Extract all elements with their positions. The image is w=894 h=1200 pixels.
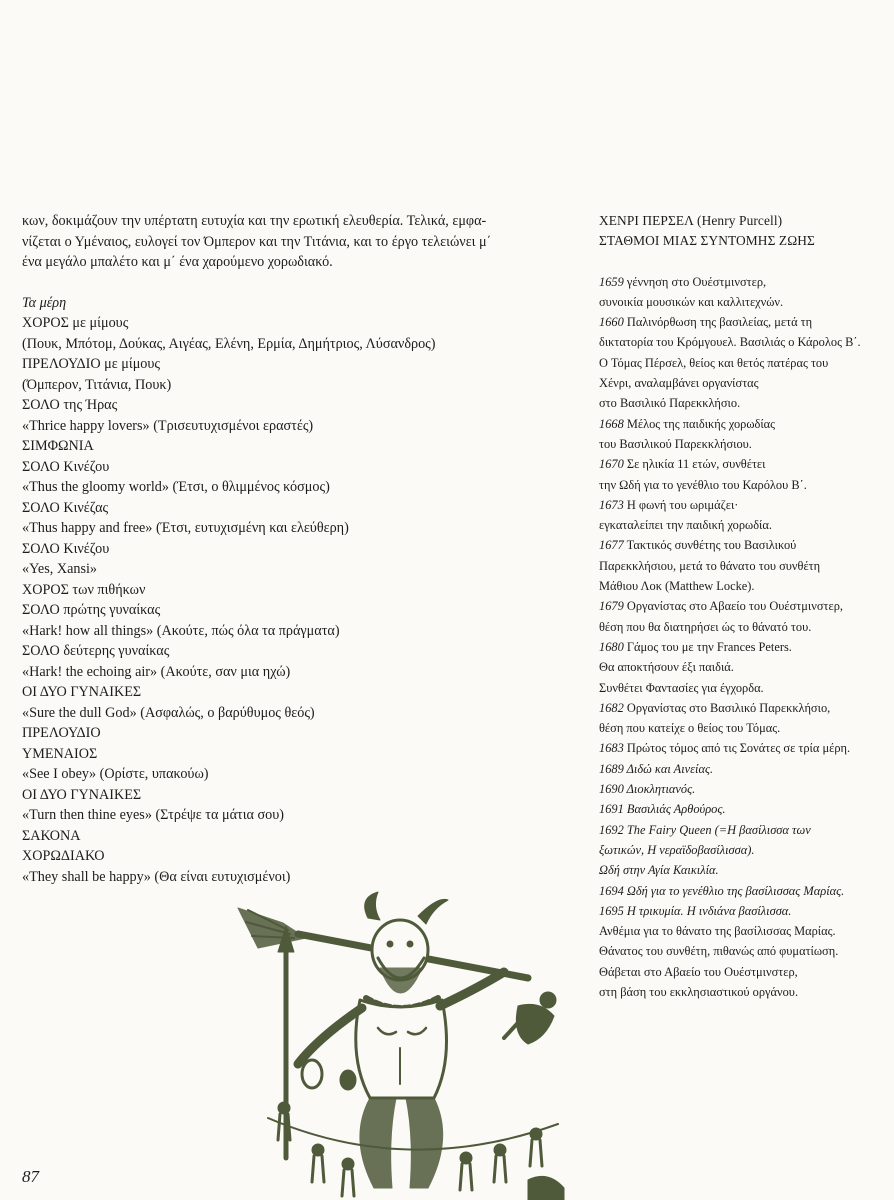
parts-item: «Sure the dull God» (Ασφαλώς, ο βαρύθυμος θεός): [22, 704, 315, 721]
chronology-text: Σε ηλικία 11 ετών, συνθέτει: [623, 457, 766, 472]
chronology-line: [599, 698, 884, 718]
chronology-line: [599, 332, 884, 352]
chronology-year: 1660: [599, 315, 624, 330]
page-number: 87: [22, 1167, 39, 1186]
chronology-year: 1691: [599, 802, 624, 817]
chronology-line: [599, 759, 884, 779]
chronology-line: [599, 637, 884, 657]
chronology-text: Παρεκκλήσιου, μετά το θάνατο του συνθέτη: [599, 558, 821, 573]
left-column: [22, 211, 542, 887]
chronology-line: [599, 962, 884, 982]
chronology-text: στη βάση του εκκλησιαστικού οργάνου.: [599, 984, 799, 999]
parts-item: ΣΟΛΟ πρώτης γυναίκας: [22, 602, 161, 618]
parts-item: «Yes, Xansi»: [22, 561, 98, 577]
parts-item: «Thus the gloomy world» (Έτσι, ο θλιμμένος κόσμος): [22, 479, 330, 495]
chronology-year: 1694: [599, 883, 624, 898]
woodcut-illustration: [228, 888, 588, 1200]
chronology-text: εγκαταλείπει την παιδική χορωδία.: [599, 518, 772, 533]
chronology-text: Πρώτος τόμος από τις Σονάτες σε τρία μέρη.: [623, 741, 851, 756]
chronology-line: [599, 576, 884, 596]
chronology-text: Μέλος της παιδικής χορωδίας: [623, 416, 776, 431]
chronology-text: Παλινόρθωση της βασιλείας, μετά τη: [623, 315, 813, 330]
chronology-text: δικτατορία του Κρόμγουελ. Βασιλιάς ο Κάρολος Β΄.: [599, 335, 861, 350]
parts-item: «They shall be happy» (Θα είναι ευτυχισμένοι): [22, 868, 291, 885]
parts-list: [22, 293, 542, 888]
chronology-line: [599, 799, 884, 819]
chronology-text: Θάνατος του συνθέτη, πιθανώς από φυματίωση.: [599, 944, 839, 959]
chronology-text: Γάμος του με την Frances Peters.: [623, 639, 792, 654]
chronology-line: [599, 982, 884, 1002]
chronology-year: 1689: [599, 761, 624, 776]
parts-item: ΥΜΕΝΑΙΟΣ: [22, 745, 98, 762]
parts-item: ΠΡΕΛΟΥΔΙΟ: [22, 725, 101, 741]
chronology-text: στο Βασιλικό Παρεκκλήσιο.: [599, 396, 741, 411]
chronology-text: θέση που θα διατηρήσει ώς το θάνατό του.: [599, 619, 812, 634]
chronology-line: [599, 941, 884, 961]
chronology-line: [599, 921, 884, 941]
chronology-line: [599, 475, 884, 495]
chronology-year: 1695: [599, 903, 624, 918]
chronology-line: [599, 515, 884, 535]
synopsis-line: νίζεται ο Υμέναιος, ευλογεί τον Όμπερον και την Τιτάνια, και το έργο τελειώνει μ΄: [22, 233, 492, 250]
parts-item: ΣΟΛΟ δεύτερης γυναίκας: [22, 643, 170, 659]
chronology-text: Η τρικυμία. Η ινδιάνα βασίλισσα.: [623, 903, 792, 918]
chronology-line: [599, 881, 884, 901]
chronology-text: θέση που κατείχε ο θείος του Τόμας.: [599, 721, 781, 736]
chronology-line: [599, 779, 884, 799]
parts-item: ΧΟΡΟΣ των πιθήκων: [22, 581, 146, 598]
chronology-year: 1659: [599, 274, 624, 289]
parts-item: ΣΟΛΟ Κινέζας: [22, 499, 109, 516]
chronology-text: Συνθέτει Φαντασίες για έγχορδα.: [599, 680, 764, 695]
parts-heading: Τα μέρη: [22, 294, 67, 311]
synopsis-paragraph: [22, 211, 542, 273]
chronology-line: [599, 495, 884, 515]
chronology-text: Η φωνή του ωριμάζει·: [623, 497, 739, 512]
chronology-text: γέννηση στο Ουέστμινστερ,: [623, 274, 767, 289]
chronology-line: [599, 434, 884, 454]
parts-item: (Όμπερον, Τιτάνια, Πουκ): [22, 376, 172, 393]
chronology-text: Διδώ και Αινείας.: [623, 761, 714, 776]
chronology-line: [599, 312, 884, 332]
chronology-text: την Ωδή για το γενέθλιο του Καρόλου Β΄.: [599, 477, 807, 492]
synopsis-line: ένα μεγάλο μπαλέτο και μ΄ ένα χαρούμενο χορωδιακό.: [22, 254, 333, 270]
chronology-year: 1677: [599, 538, 624, 553]
parts-item: «Thrice happy lovers» (Τρισευτυχισμένοι εραστές): [22, 417, 314, 434]
parts-item: ΧΟΡΩΔΙΑΚΟ: [22, 848, 105, 864]
chronology-text: Οργανίστας στο Βασιλικό Παρεκκλήσιο,: [623, 700, 831, 715]
chronology-text: The Fairy Queen (=Η βασίλισσα των: [623, 822, 811, 837]
parts-item: (Πουκ, Μπότομ, Δούκας, Αιγέας, Ελένη, Ερμία, Δημήτριος, Λύσανδρος): [22, 335, 436, 352]
parts-item: «Thus happy and free» (Έτσι, ευτυχισμένη και ελεύθερη): [22, 520, 349, 536]
chronology-line: [599, 820, 884, 840]
chronology-text: Χένρι, αναλαμβάνει οργανίστας: [599, 376, 759, 391]
chronology-line: [599, 272, 884, 292]
chronology-line: [599, 414, 884, 434]
chronology-line: [599, 901, 884, 921]
parts-item: ΟΙ ΔΥΟ ΓΥΝΑΙΚΕΣ: [22, 684, 142, 700]
chronology-line: [599, 657, 884, 677]
parts-item: «Hark! how all things» (Ακούτε, πώς όλα τα πράγματα): [22, 622, 340, 639]
parts-item: ΣΟΛΟ της Ήρας: [22, 397, 118, 413]
chronology-line: [599, 860, 884, 880]
chronology-year: 1668: [599, 416, 624, 431]
chronology-title: ΧΕΝΡΙ ΠΕΡΣΕΛ (Henry Purcell): [599, 213, 783, 228]
chronology-line: [599, 353, 884, 373]
chronology-text: Μάθιου Λοκ (Matthew Locke).: [599, 579, 755, 594]
chronology-text: συνοικία μουσικών και καλλιτεχνών.: [599, 294, 784, 309]
chronology-line: [599, 292, 884, 312]
synopsis-line: κων, δοκιμάζουν την υπέρτατη ευτυχία και την ερωτική ελευθερία. Τελικά, εμφα-: [22, 213, 487, 229]
parts-item: ΣΟΛΟ Κινέζου: [22, 540, 110, 557]
chronology-line: [599, 678, 884, 698]
chronology-line: [599, 596, 884, 616]
chronology-year: 1679: [599, 599, 624, 614]
chronology-text: Θάβεται στο Αβαείο του Ουέστμινστερ,: [599, 964, 798, 979]
chronology-text: Ανθέμια για το θάνατο της βασίλισσας Μαρίας.: [599, 924, 836, 939]
chronology-year: 1673: [599, 497, 624, 512]
chronology-header: [599, 211, 884, 252]
chronology-text: ξωτικών, Η νεραϊδοβασίλισσα).: [599, 842, 755, 857]
chronology-year: 1690: [599, 782, 624, 797]
right-column: [599, 211, 884, 1002]
chronology-year: 1680: [599, 639, 624, 654]
parts-item: «Turn then thine eyes» (Στρέψε τα μάτια σου): [22, 807, 285, 823]
parts-item: ΣΑΚΟΝΑ: [22, 827, 81, 844]
chronology-year: 1683: [599, 741, 624, 756]
parts-item: «See I obey» (Ορίστε, υπακούω): [22, 766, 209, 782]
chronology-text: Οργανίστας στο Αβαείο του Ουέστμινστερ,: [623, 599, 843, 614]
parts-item: ΣΙΜΦΩΝΙΑ: [22, 438, 94, 454]
chronology-line: [599, 535, 884, 555]
chronology-text: Θα αποκτήσουν έξι παιδιά.: [599, 660, 734, 675]
parts-item: ΣΟΛΟ Κινέζου: [22, 458, 110, 475]
chronology-line: [599, 840, 884, 860]
chronology-line: [599, 718, 884, 738]
chronology-year: 1692: [599, 822, 624, 837]
parts-item: «Hark! the echoing air» (Ακούτε, σαν μια ηχώ): [22, 663, 291, 680]
chronology-year: 1670: [599, 457, 624, 472]
chronology-line: [599, 617, 884, 637]
chronology-text: Τακτικός συνθέτης του Βασιλικού: [623, 538, 797, 553]
parts-item: ΠΡΕΛΟΥΔΙΟ με μίμους: [22, 356, 161, 372]
chronology-text: Ωδή στην Αγία Καικιλία.: [599, 863, 719, 878]
chronology-line: [599, 738, 884, 758]
chronology-line: [599, 556, 884, 576]
parts-item: ΟΙ ΔΥΟ ΓΥΝΑΙΚΕΣ: [22, 786, 142, 803]
parts-item: ΧΟΡΟΣ με μίμους: [22, 315, 129, 331]
chronology-text: του Βασιλικού Παρεκκλήσιου.: [599, 436, 752, 451]
chronology-line: [599, 393, 884, 413]
chronology-line: [599, 454, 884, 474]
chronology-text: Διοκλητιανός.: [623, 782, 696, 797]
chronology-list: [599, 272, 884, 1003]
chronology-text: Ο Τόμας Πέρσελ, θείος και θετός πατέρας του: [599, 355, 829, 370]
chronology-text: Ωδή για το γενέθλιο της βασίλισσας Μαρίας.: [623, 883, 845, 898]
chronology-line: [599, 373, 884, 393]
chronology-year: 1682: [599, 700, 624, 715]
chronology-subtitle: ΣΤΑΘΜΟΙ ΜΙΑΣ ΣΥΝΤΟΜΗΣ ΖΩΗΣ: [599, 233, 815, 249]
chronology-text: Βασιλιάς Αρθούρος.: [623, 802, 726, 817]
